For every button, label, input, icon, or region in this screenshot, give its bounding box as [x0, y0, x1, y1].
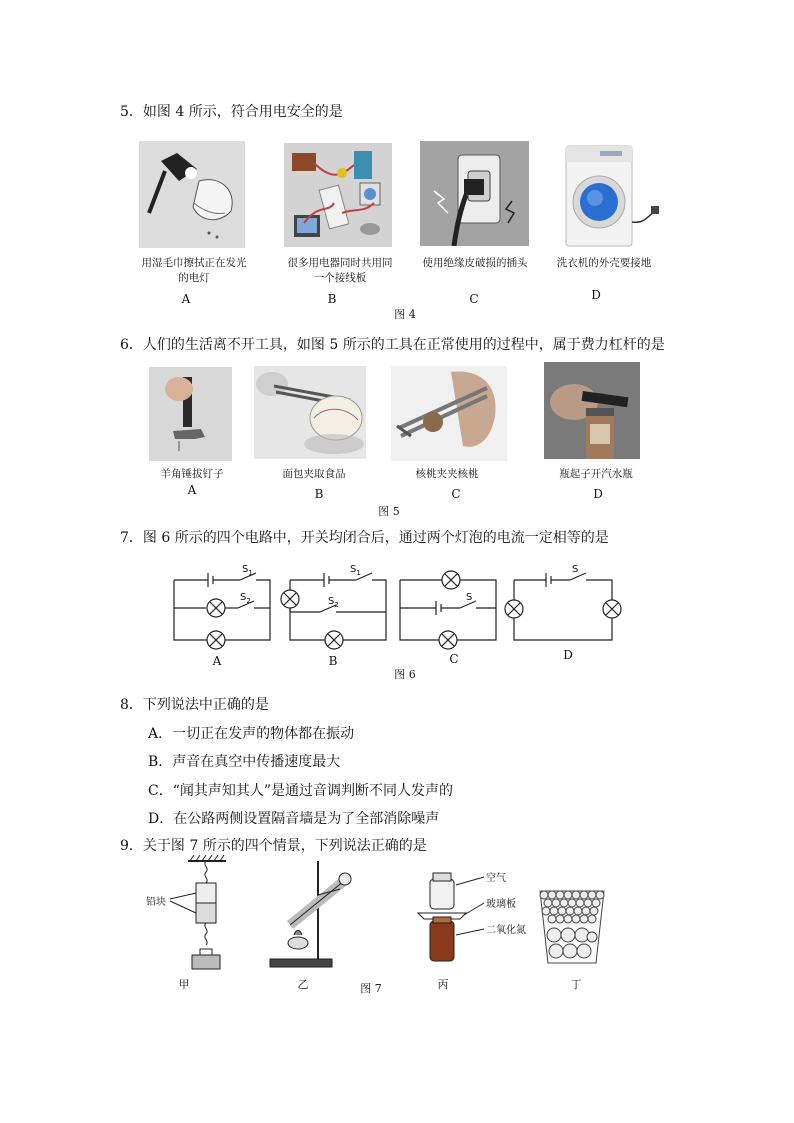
switch-label-b-s1: $S_1$	[350, 564, 361, 577]
q7-letter-a: A	[212, 654, 222, 668]
power-strip-image	[284, 143, 392, 247]
q6-letter-a: A	[187, 483, 197, 497]
q8-option-a: A．一切正在发声的物体都在振动	[148, 726, 355, 742]
question-5-text: 5．如图 4 所示，符合用电安全的是	[120, 104, 343, 120]
figure-4-label: 图 4	[394, 308, 416, 321]
lamp-towel-image	[139, 141, 245, 248]
question-7-text: 7．图 6 所示的四个电路中，开关均闭合后，通过两个灯泡的电流一定相等的是	[120, 530, 609, 546]
q5-letter-d: D	[591, 288, 601, 302]
no2-label: 二氧化氮	[486, 925, 526, 936]
test-tube-scene	[270, 861, 351, 967]
claw-hammer-image	[149, 367, 232, 461]
q8-option-c: C．“闻其声知其人”是通过音调判断不同人发声的	[148, 783, 454, 799]
gas-diffusion-scene	[418, 873, 484, 961]
figure-7-diagrams	[140, 855, 620, 995]
circuit-a	[174, 573, 270, 649]
q5-caption-d: 洗衣机的外壳要接地	[556, 257, 652, 269]
q6-letter-d: D	[593, 487, 603, 501]
q5-caption-b: 很多用电器同时共用同一个接线板	[287, 257, 393, 284]
q9-letter-bing: 丙	[437, 978, 449, 991]
q5-letter-b: B	[327, 292, 337, 306]
q7-letter-c: C	[449, 652, 459, 666]
circuit-b	[281, 573, 386, 649]
q6-caption-a: 羊角锤拔钉子	[160, 468, 224, 480]
figure-7-label: 图 7	[360, 982, 382, 995]
lead-label: 铅块	[146, 897, 166, 908]
air-label: 空气	[486, 873, 506, 884]
switch-label-c-s: S	[466, 592, 473, 603]
q6-letter-b: B	[314, 487, 324, 501]
washing-machine-image	[558, 142, 662, 248]
bottle-opener-image	[544, 362, 640, 459]
damaged-plug-image	[420, 141, 529, 246]
switch-label-d-s: S	[572, 564, 579, 575]
q8-option-b: B．声音在真空中传播速度最大	[148, 754, 341, 770]
figure-6-label: 图 6	[394, 668, 416, 681]
switch-label-a-s2: $S_2$	[240, 592, 251, 605]
circuit-c	[400, 571, 496, 649]
q6-caption-d: 瓶起子开汽水瓶	[559, 468, 633, 480]
nutcracker-image	[391, 366, 507, 461]
figure-5-label: 图 5	[378, 505, 400, 518]
q9-letter-yi: 乙	[297, 978, 309, 991]
q6-letter-c: C	[451, 487, 461, 501]
q5-letter-c: C	[469, 292, 479, 306]
q5-letter-a: A	[181, 292, 191, 306]
q6-caption-c: 核桃夹夹核桃	[415, 468, 479, 480]
q8-option-d: D．在公路两侧设置隔音墙是为了全部消除噪声	[148, 811, 440, 827]
q7-letter-d: D	[563, 648, 573, 662]
q5-caption-c: 使用绝缘皮破损的插头	[422, 257, 528, 269]
circuit-d	[505, 573, 621, 640]
q5-caption-a: 用湿毛巾擦拭正在发光的电灯	[141, 257, 247, 284]
bread-tongs-image	[254, 366, 366, 459]
question-8-text: 8．下列说法中正确的是	[120, 697, 269, 713]
q7-letter-b: B	[328, 654, 338, 668]
switch-label-b-s2: $S_2$	[328, 596, 339, 609]
q6-caption-b: 面包夹取食品	[282, 468, 346, 480]
q9-letter-ding: 丁	[570, 978, 582, 991]
glass-label: 玻璃板	[486, 899, 516, 910]
particles-scene	[540, 891, 604, 963]
lead-block-scene	[170, 855, 226, 969]
circuit-diagrams	[160, 560, 640, 660]
question-9-text: 9．关于图 7 所示的四个情景，下列说法正确的是	[120, 838, 427, 854]
switch-label-a-s1: $S_1$	[242, 564, 253, 577]
q9-letter-jia: 甲	[178, 978, 190, 991]
question-6-text: 6．人们的生活离不开工具，如图 5 所示的工具在正常使用的过程中，属于费力杠杆的是	[120, 337, 665, 353]
